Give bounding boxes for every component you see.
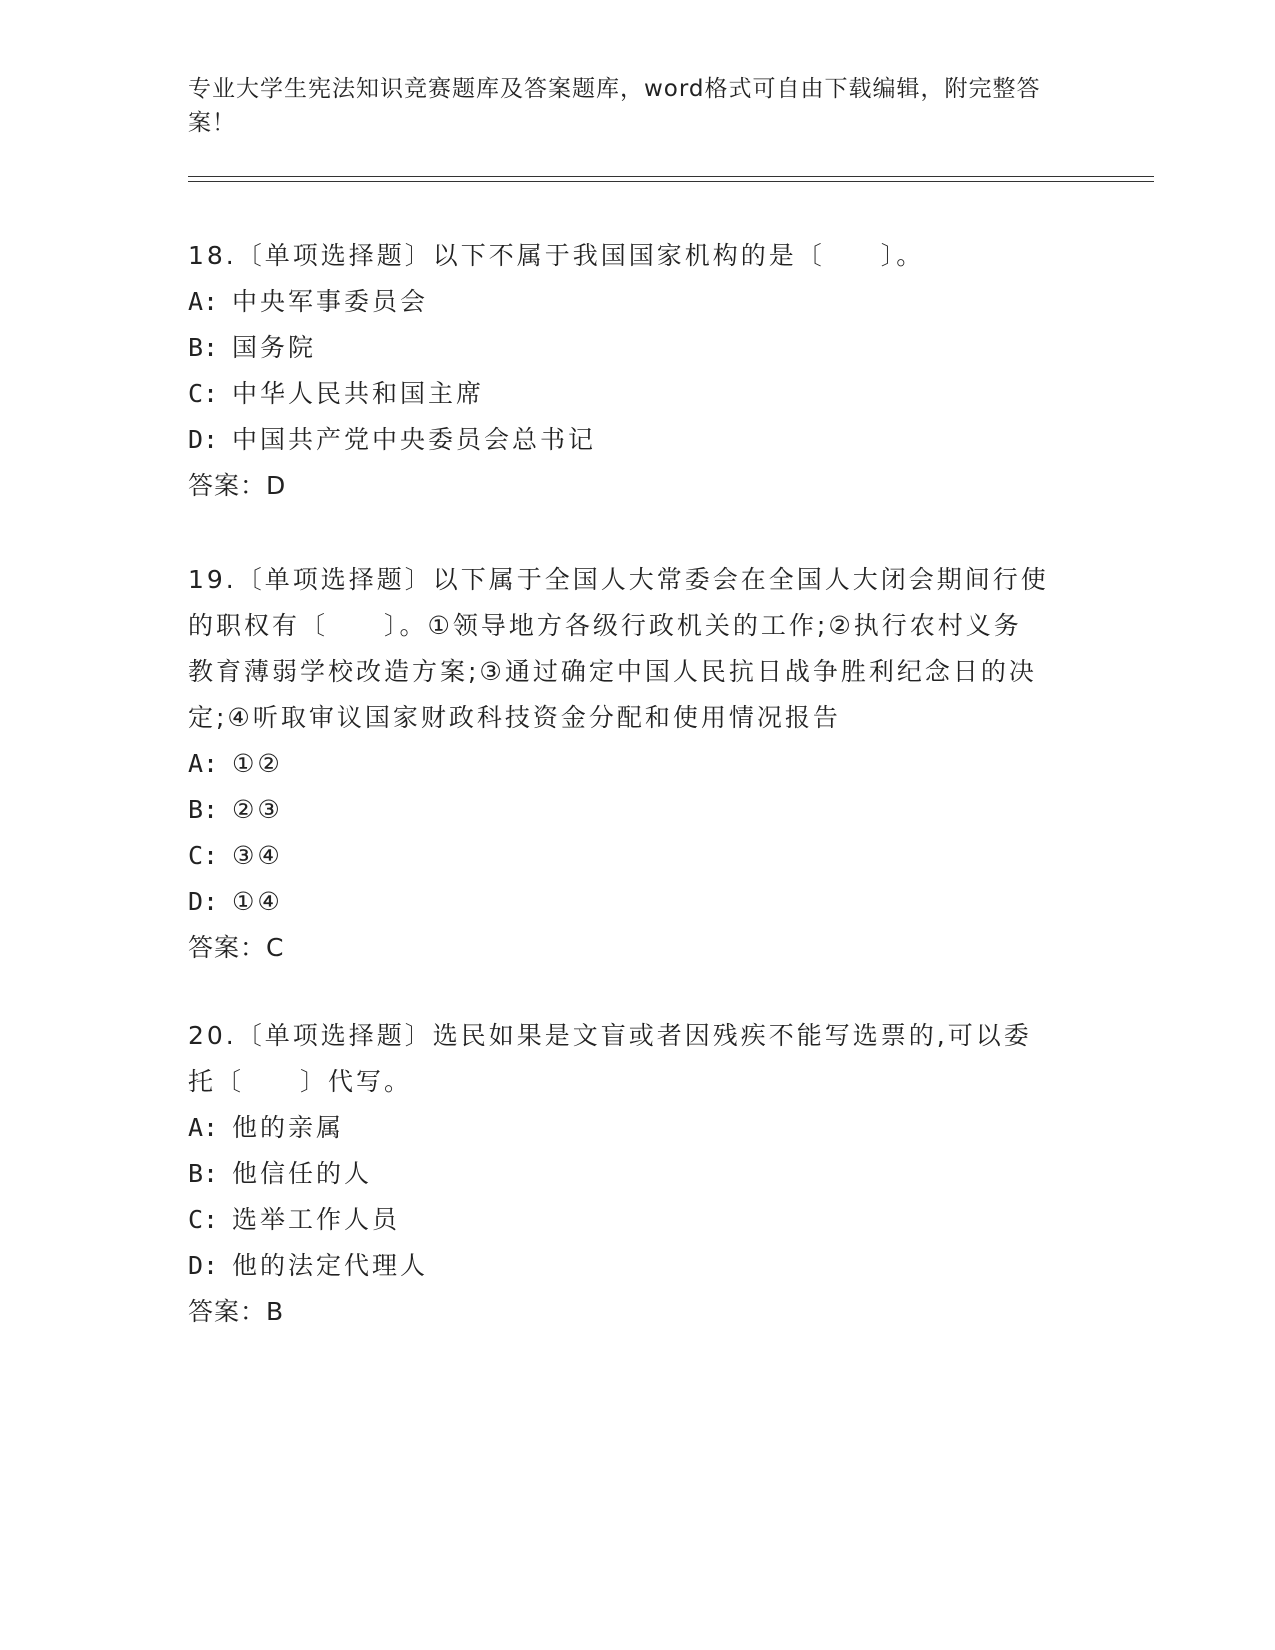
option-text: 他的法定代理人 bbox=[232, 1251, 429, 1280]
option-a bbox=[188, 1105, 1088, 1151]
option-text: 选举工作人员 bbox=[232, 1205, 401, 1234]
option-text: ①④ bbox=[232, 887, 283, 916]
option-letter: B: bbox=[188, 795, 219, 824]
option-b bbox=[188, 325, 1088, 371]
option-letter: A: bbox=[188, 749, 219, 778]
document-header bbox=[188, 72, 1068, 140]
option-letter: D: bbox=[188, 1251, 219, 1280]
option-letter: A: bbox=[188, 1113, 219, 1142]
question-stem-line-2: 的职权有〔 〕。①领导地方各级行政机关的工作;②执行农村义务 bbox=[188, 611, 1022, 640]
option-a bbox=[188, 279, 1088, 325]
option-text: 中国共产党中央委员会总书记 bbox=[232, 425, 597, 454]
header-line-2: 案！ bbox=[188, 110, 236, 136]
option-c bbox=[188, 1197, 1088, 1243]
option-text: ①② bbox=[232, 749, 283, 778]
answer-line: 答案：D bbox=[188, 471, 287, 500]
option-letter: D: bbox=[188, 425, 219, 454]
option-text: ③④ bbox=[232, 841, 283, 870]
option-b bbox=[188, 1151, 1088, 1197]
question-stem-line-2: 托〔 〕代写。 bbox=[188, 1067, 413, 1096]
option-c bbox=[188, 833, 1088, 879]
option-letter: C: bbox=[188, 379, 219, 408]
option-d bbox=[188, 417, 1088, 463]
option-letter: C: bbox=[188, 841, 219, 870]
option-text: ②③ bbox=[232, 795, 283, 824]
option-text: 中华人民共和国主席 bbox=[232, 379, 485, 408]
header-line-1: 专业大学生宪法知识竞赛题库及答案题库，word格式可自由下载编辑，附完整答 bbox=[188, 76, 1041, 102]
option-letter: D: bbox=[188, 887, 219, 916]
question-stem-line-1: 19.〔单项选择题〕以下属于全国人大常委会在全国人大闭会期间行使 bbox=[188, 565, 1049, 594]
option-letter: B: bbox=[188, 333, 219, 362]
option-text: 中央军事委员会 bbox=[232, 287, 429, 316]
option-d bbox=[188, 1243, 1088, 1289]
question-stem-line-4: 定;④听取审议国家财政科技资金分配和使用情况报告 bbox=[188, 703, 841, 732]
answer-line: 答案：B bbox=[188, 1297, 285, 1326]
option-letter: A: bbox=[188, 287, 219, 316]
option-a bbox=[188, 741, 1088, 787]
question-stem: 18.〔单项选择题〕以下不属于我国国家机构的是〔 〕。 bbox=[188, 241, 925, 270]
option-d bbox=[188, 879, 1088, 925]
option-b bbox=[188, 787, 1088, 833]
option-letter: C: bbox=[188, 1205, 219, 1234]
question-19 bbox=[188, 557, 1088, 971]
option-letter: B: bbox=[188, 1159, 219, 1188]
header-divider-top bbox=[188, 176, 1154, 177]
answer-line: 答案：C bbox=[188, 933, 285, 962]
question-20 bbox=[188, 1013, 1088, 1335]
question-18 bbox=[188, 233, 1088, 509]
option-text: 他信任的人 bbox=[232, 1159, 373, 1188]
option-text: 他的亲属 bbox=[232, 1113, 345, 1142]
option-c bbox=[188, 371, 1088, 417]
option-text: 国务院 bbox=[232, 333, 317, 362]
header-divider-bottom bbox=[188, 181, 1154, 182]
question-stem-line-3: 教育薄弱学校改造方案;③通过确定中国人民抗日战争胜利纪念日的决 bbox=[188, 657, 1037, 686]
question-stem-line-1: 20.〔单项选择题〕选民如果是文盲或者因残疾不能写选票的,可以委 bbox=[188, 1021, 1032, 1050]
